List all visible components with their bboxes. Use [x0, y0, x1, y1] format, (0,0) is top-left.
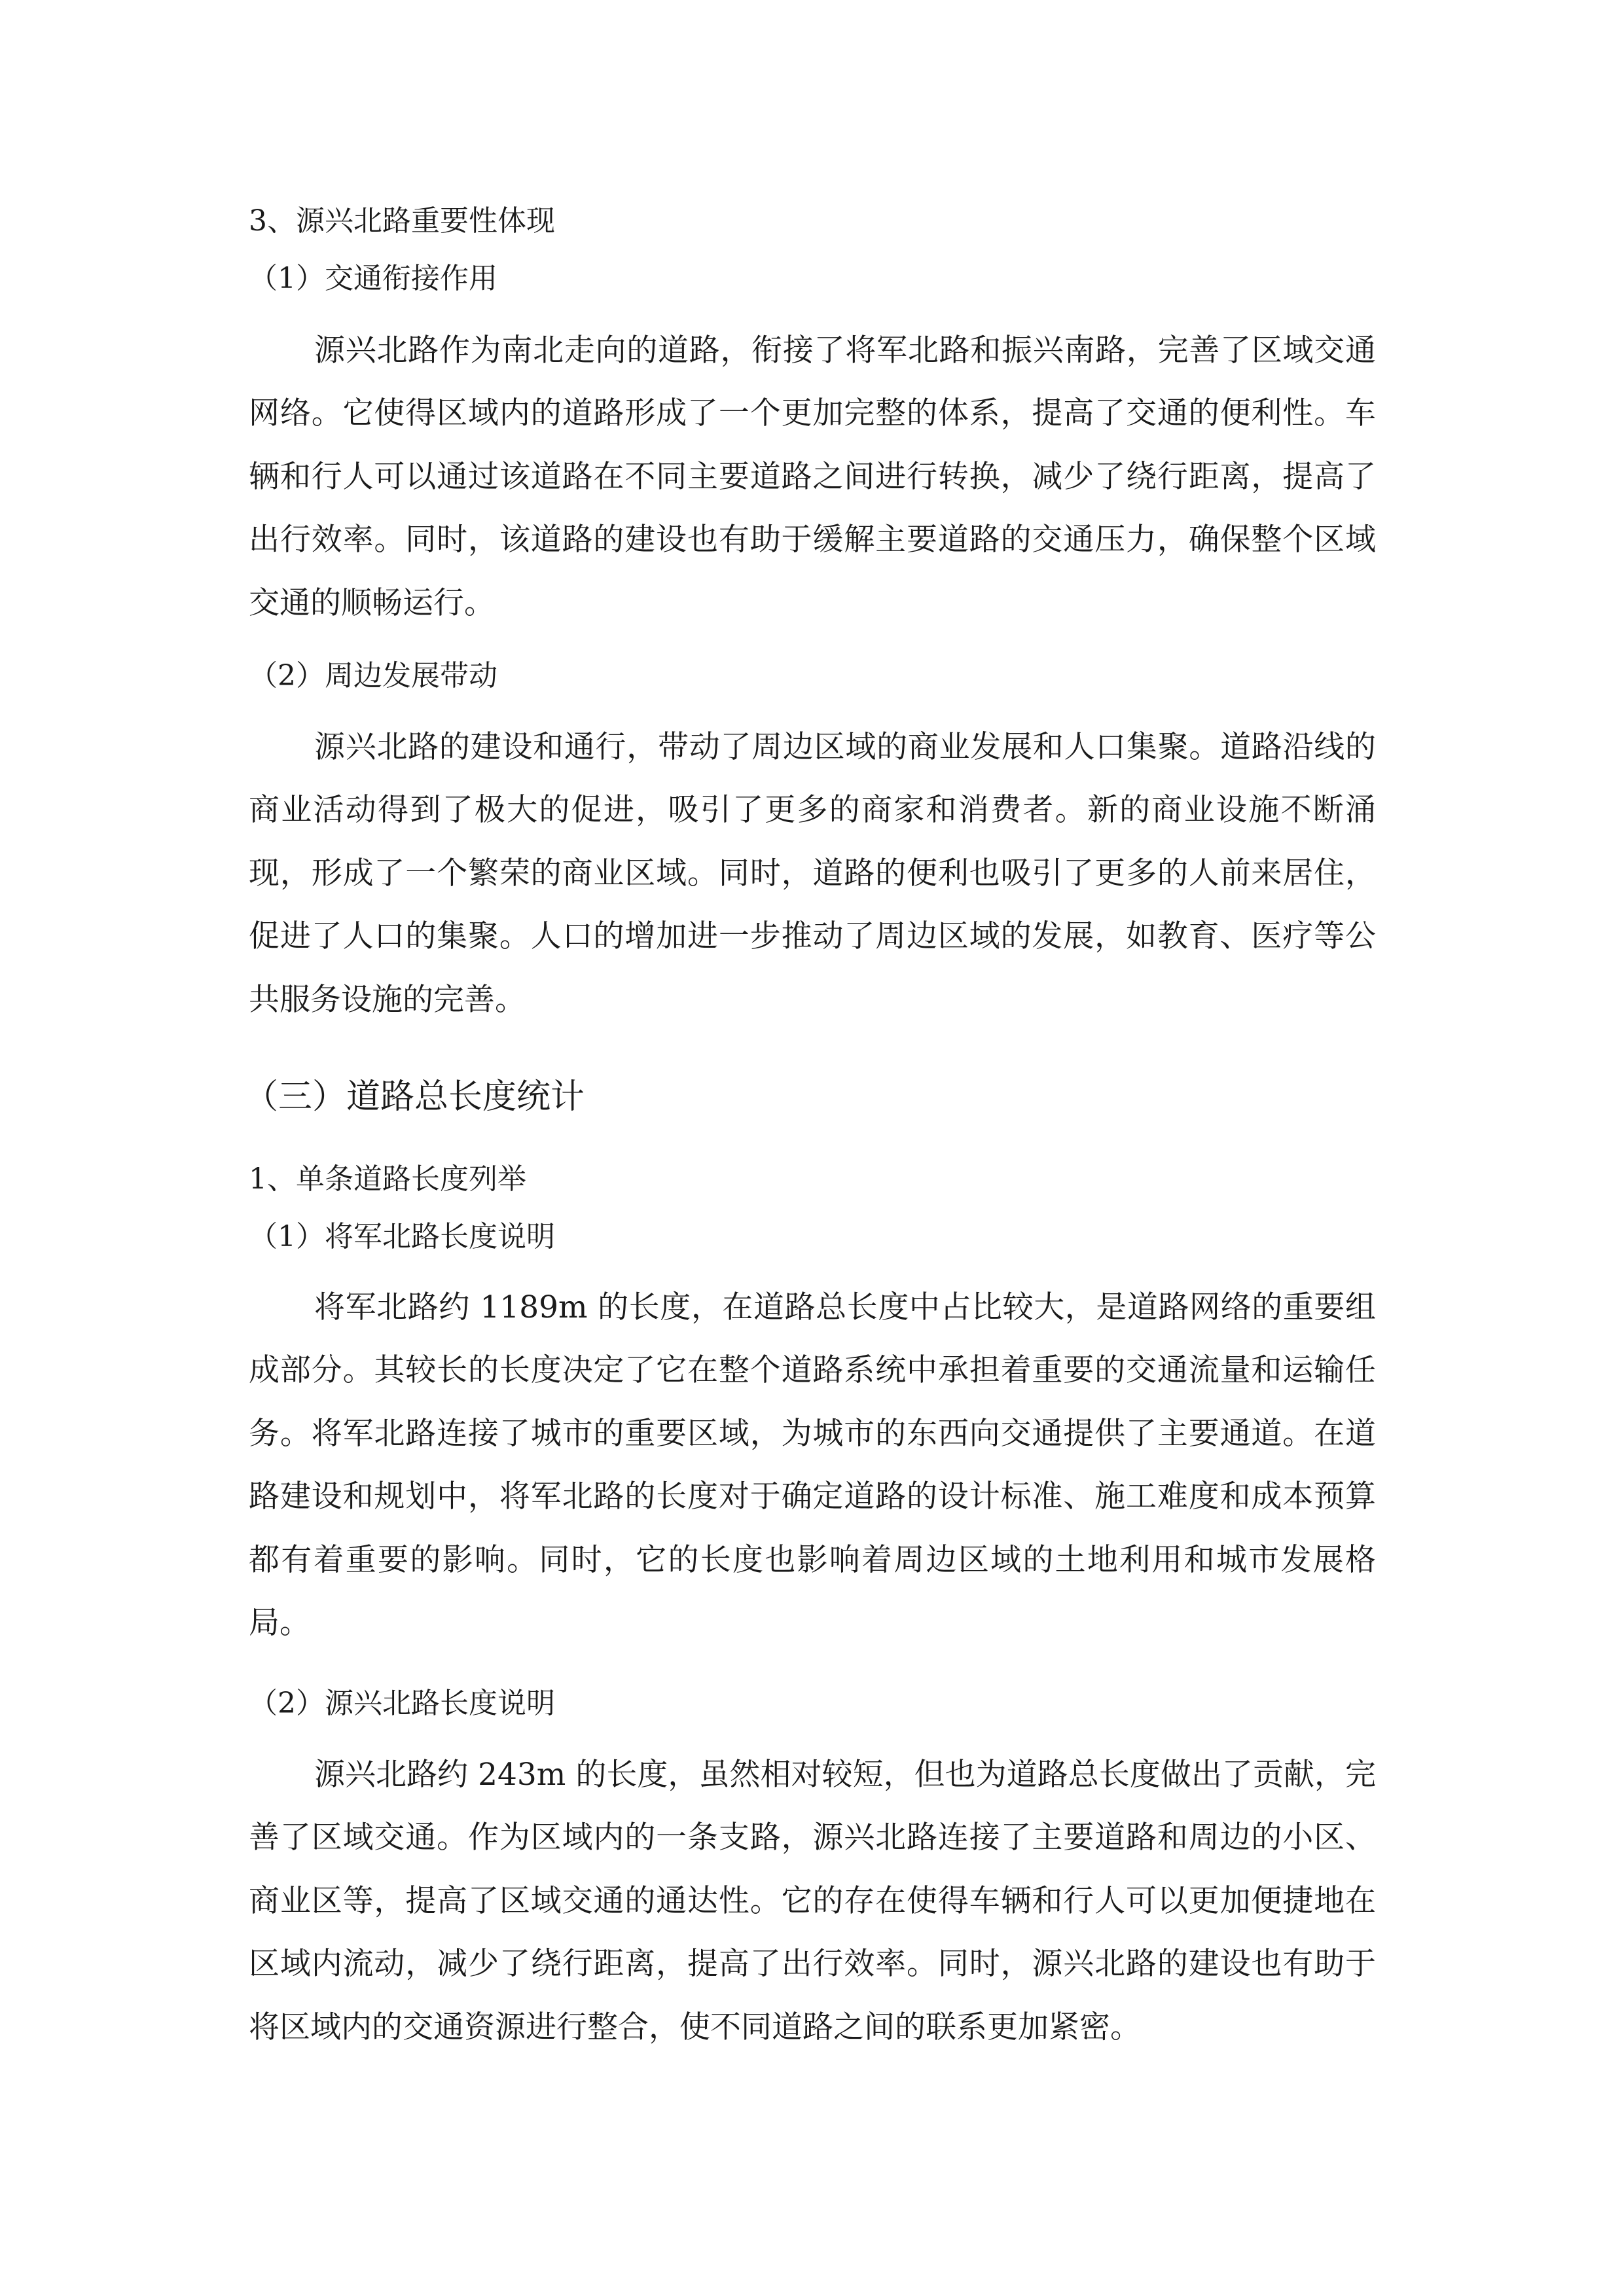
section-heading-importance: 3、源兴北路重要性体现	[249, 204, 555, 238]
subheading-jiangjun-length: （1）将军北路长度说明	[249, 1220, 555, 1253]
paragraph-jiangjun-length: 将军北路约 1189m 的长度，在道路总长度中占比较大，是道路网络的重要组成部分。其较长的长度决定了它在整个道路系统中承担着重要的交通流量和运输任务。将军北路连接了城市的重要区域，为城市的东西向交通提供了主要通道。在道路建设和规划中，将军北路的长度对于确定道路的设计标准、施工难度和成本预算都有着重要的影响。同时，它的长度也影响着周边区域的土地利用和城市发展格局。	[249, 1289, 1376, 1641]
paragraph-surrounding-development: 源兴北路的建设和通行，带动了周边区域的商业发展和人口集聚。道路沿线的商业活动得到了极大的促进，吸引了更多的商家和消费者。新的商业设施不断涌现，形成了一个繁荣的商业区域。同时，道路的便利也吸引了更多的人前来居住，促进了人口的集聚。人口的增加进一步推动了周边区域的发展，如教育、医疗等公共服务设施的完善。	[249, 729, 1376, 1018]
section-heading-total-length: （三）道路总长度统计	[244, 1077, 585, 1117]
paragraph-yuanxing-length: 源兴北路约 243m 的长度，虽然相对较短，但也为道路总长度做出了贡献，完善了区域交通。作为区域内的一条支路，源兴北路连接了主要道路和周边的小区、商业区等，提高了区域交通的通达性。它的存在使得车辆和行人可以更加便捷地在区域内流动，减少了绕行距离，提高了出行效率。同时，源兴北路的建设也有助于将区域内的交通资源进行整合，使不同道路之间的联系更加紧密。	[249, 1757, 1376, 2045]
subsection-heading-road-lengths: 1、单条道路长度列举	[249, 1162, 526, 1196]
subheading-surrounding-development: （2）周边发展带动	[249, 659, 497, 692]
subheading-traffic-connection: （1）交通衔接作用	[249, 262, 497, 295]
paragraph-traffic-connection: 源兴北路作为南北走向的道路，衔接了将军北路和振兴南路，完善了区域交通网络。它使得区域内的道路形成了一个更加完整的体系，提高了交通的便利性。车辆和行人可以通过该道路在不同主要道路之间进行转换，减少了绕行距离，提高了出行效率。同时，该道路的建设也有助于缓解主要道路的交通压力，确保整个区域交通的顺畅运行。	[249, 332, 1376, 621]
subheading-yuanxing-length: （2）源兴北路长度说明	[249, 1687, 555, 1720]
